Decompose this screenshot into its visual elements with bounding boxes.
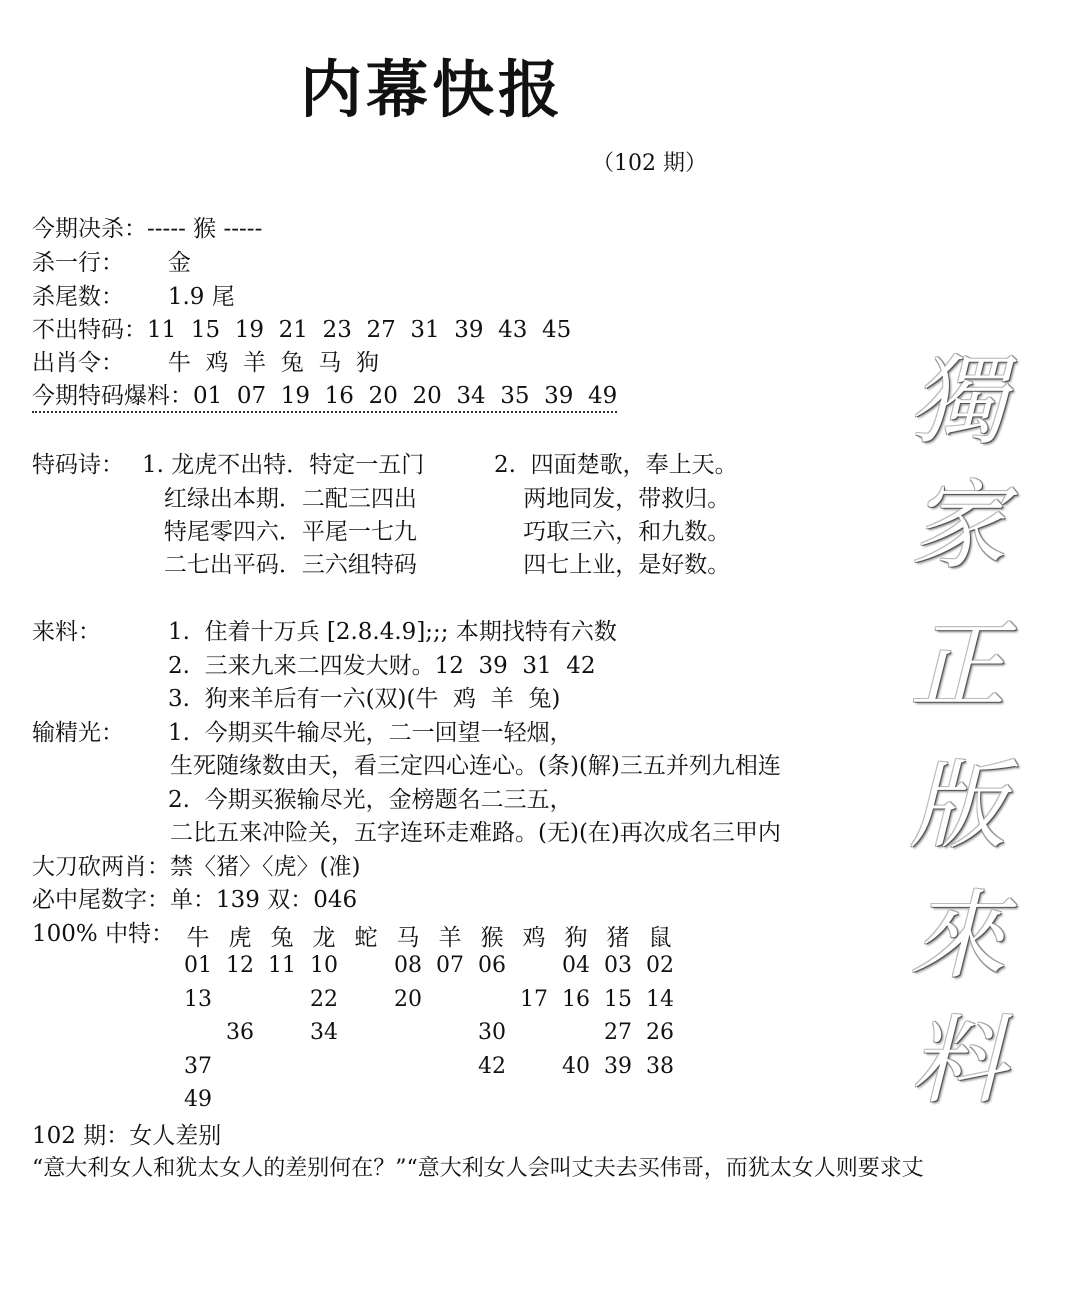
zodiac-header-2: 虎 (228, 925, 252, 951)
lose-line-1: 1. 今期买牛输尽光，二一回望一轻烟， (168, 720, 573, 746)
grid-cell: 04 (562, 953, 590, 978)
grid-cell: 06 (478, 953, 506, 978)
story-text: “意大利女人和犹太女人的差别何在？”“意大利女人会叫丈夫去买伟哥，而犹太女人则要求丈 (32, 1156, 924, 1181)
side-char-4: 版 (910, 750, 1006, 862)
page-title: 内幕快报 (300, 53, 565, 126)
grid-cell: 38 (646, 1054, 674, 1079)
grid-cell: 27 (604, 1020, 632, 1045)
grid-cell: 01 (184, 953, 212, 978)
poem-row-2-b: 两地同发，带救归。 (494, 486, 731, 512)
zodiac-header-11: 猪 (606, 925, 630, 951)
grid-cell: 02 (646, 953, 674, 978)
blade-line: 大刀砍两肖：禁〈猪〉〈虎〉(准) (32, 854, 361, 880)
zodiac-header-5: 蛇 (354, 925, 378, 951)
zodiac-header-1: 牛 (186, 925, 210, 951)
side-char-1: 獨 (910, 345, 1006, 457)
grid-cell: 12 (226, 953, 254, 978)
grid-cell: 11 (268, 953, 296, 978)
grid-cell: 20 (394, 987, 422, 1012)
grid-cell: 17 (520, 987, 548, 1012)
poem-row-3-a: 特尾零四六．平尾一七九 (142, 519, 417, 545)
zodiac-header-9: 鸡 (522, 925, 546, 951)
grid-cell: 26 (646, 1020, 674, 1045)
zodiac-header-12: 鼠 (648, 925, 672, 951)
side-char-3: 正 (910, 610, 1006, 722)
side-char-2: 家 (910, 470, 1006, 582)
grid-cell: 14 (646, 987, 674, 1012)
poem-row-4-a: 二七出平码．三六组特码 (142, 552, 417, 578)
zodiac-header-10: 狗 (564, 925, 588, 951)
no-special-line: 不出特码：11 15 19 21 23 27 31 39 43 45 (32, 317, 572, 343)
zodiac-header-7: 羊 (438, 925, 462, 951)
kill-tail-line: 杀尾数： 1.9 尾 (32, 284, 235, 310)
grid-cell: 37 (184, 1054, 212, 1079)
lose-label: 输精光： (32, 720, 124, 746)
source-label: 来料： (32, 619, 101, 645)
poem-row-3-b: 巧取三六，和九数。 (494, 519, 731, 545)
grid-cell: 49 (184, 1087, 212, 1112)
kill-element-line: 杀一行： 金 (32, 250, 191, 276)
grid-cell: 34 (310, 1020, 338, 1045)
lose-line-2: 生死随缘数由天，看三定四心连心。(条)(解)三五并列九相连 (170, 753, 781, 779)
grid-cell: 30 (478, 1020, 506, 1045)
source-item-3: 3. 狗来羊后有一六(双)(牛 鸡 羊 兔) (168, 686, 561, 712)
poem-row-4-b: 四七上业，是好数。 (494, 552, 731, 578)
grid-cell: 40 (562, 1054, 590, 1079)
hundred-label: 100% 中特： (32, 921, 175, 947)
grid-cell: 08 (394, 953, 422, 978)
side-char-5: 來 (910, 880, 1006, 992)
grid-cell: 07 (436, 953, 464, 978)
grid-cell: 16 (562, 987, 590, 1012)
poem-row-1-b: 2. 四面楚歌，奉上天。 (494, 452, 738, 478)
poem-row-2-a: 红绿出本期．二配三四出 (142, 486, 417, 512)
issue-number: （102 期） (592, 151, 707, 176)
grid-cell: 22 (310, 987, 338, 1012)
special-leak-line: 今期特码爆料：01 07 19 16 20 20 34 35 39 49 (32, 381, 617, 413)
source-item-2: 2. 三来九来二四发大财。12 39 31 42 (168, 653, 596, 679)
zodiac-order-line: 出肖令： 牛 鸡 羊 兔 马 狗 (32, 350, 379, 376)
grid-cell: 13 (184, 987, 212, 1012)
lose-line-3: 2. 今期买猴输尽光，金榜题名二三五， (168, 787, 573, 813)
grid-cell: 10 (310, 953, 338, 978)
zodiac-header-8: 猴 (480, 925, 504, 951)
side-char-6: 料 (910, 1005, 1006, 1117)
poem-row-1-a: 1. 龙虎不出特．特定一五门 (142, 452, 425, 478)
grid-cell: 03 (604, 953, 632, 978)
grid-cell: 39 (604, 1054, 632, 1079)
lose-line-4: 二比五来冲险关，五字连环走难路。(无)(在)再次成名三甲内 (170, 820, 781, 846)
source-item-1: 1. 住着十万兵 [2.8.4.9];;; 本期找特有六数 (168, 619, 617, 645)
tail-digits-line: 必中尾数字：单：139 双：046 (32, 887, 358, 913)
grid-cell: 42 (478, 1054, 506, 1079)
zodiac-header-4: 龙 (312, 925, 336, 951)
story-title: 102 期：女人差别 (32, 1123, 222, 1149)
zodiac-header-6: 马 (396, 925, 420, 951)
zodiac-header-3: 兔 (270, 925, 294, 951)
grid-cell: 15 (604, 987, 632, 1012)
kill-line: 今期决杀：----- 猴 ----- (32, 216, 263, 242)
grid-cell: 36 (226, 1020, 254, 1045)
poem-label: 特码诗： (32, 452, 124, 478)
